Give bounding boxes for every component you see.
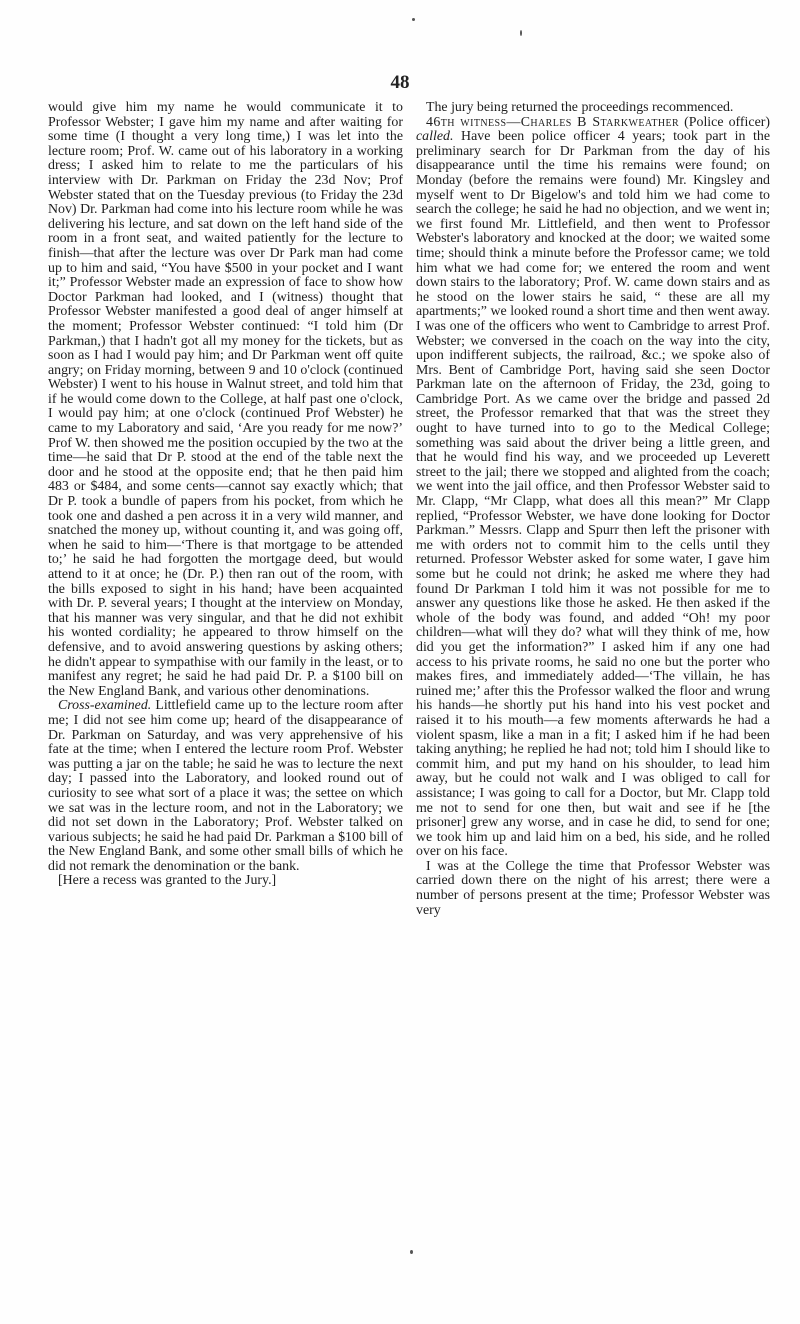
- cross-examination-text: Littlefield came up to the lecture room after me; I did not see him come up; heard of the disappearance of Dr. Parkman on Saturday, and was very apprehensive of his fate at the time; when I entered the lecture room Prof. Webster was putting a jar on the table; he said he was to lecture the next day; I passed into the Laboratory, and looked round out of curiosity to see what sort of a place it was; the settee on which we sat was in the lecture room, and not in the Laboratory; we did not set down in the Laboratory; Prof. Webster talked on various subjects; he said he had paid Dr. Parkman a $100 bill of the New England Bank, and some other small bills of which he did not remark the denomination or the bank.: [48, 698, 403, 874]
- jury-returned-note: The jury being returned the proceedings recommenced.: [426, 100, 734, 115]
- testimony-paragraph: I was at the College the time that Professor Webster was carried down there on the night of his arrest; there were a number of persons present at the time; Professor Webster was very: [416, 858, 770, 918]
- print-speck: [410, 1250, 413, 1254]
- recess-note: [Here a recess was granted to the Jury.]: [58, 873, 277, 889]
- witness-testimony-text: Have been police officer 4 years; took part in the preliminary search for Dr Parkman from the day of his disappearance until the time his remains were found; on Monday (before the remains were found) Mr. Kingsley and myself went to Dr Bigelow's and told him we had come to search the college; he said he had no objection, and we went in; we first found Mr. Littlefield, and then went to Professor Webster's laboratory and knocked at the door; we waited some time; should think a minute before the Professor came; we told him what we had come for; we entered the room and went down stairs to the laboratory; Prof. W. came down stairs and as he stood on the lower stairs he said, “ these are all my apartments;” we looked round a short time and then went away. I was one of the officers who went to Cambridge to arrest Prof. Webster; we conversed in the coach on the way into the city, upon indifferent subjects, the railroad, &c.; we spoke also of Mrs. Bent of Cambridge Port, having said she seen Doctor Parkman late on the afternoon of Friday, the 23d, going to Cambridge Port. As we came over the bridge and passed 2d street, the Professor remarked that that was the street they ought to have turned into to go to the Medical College; something was said about the driver being a little green, and that he would find his way, and we proceeded up Leverett street to the jail; there we stopped and alighted from the coach; we went into the jail office, and then Professor Webster said to Mr. Clapp, “Mr Clapp, what does all this mean?” Mr Clapp replied, “Professor Webster, we have done looking for Doctor Parkman.” Messrs. Clapp and Spurr then left the prisoner with me with orders not to commit him to the cells until they returned. Professor Webster asked for some water, I gave him some but he could not drink; he asked me where they had found Dr Parkman I told him it was not possible for me to answer any questions like those he asked. He then asked if the whole of the body was found, and added “Oh! my poor children—what will they do? what will they think of me, how did you get the information?” I asked him if any one had access to his private rooms, he said no one but the porter who makes fires, and immediately added—‘The villain, he has ruined me;’ after this the Professor walked the floor and wrung his hands—he shortly put his hand into his vest pocket and raised it to his mouth—a few moments afterwards he had a violent spasm, like a man in a fit; I asked him if he had been taking anything; he replied he had not; told him I should like to commit him, and put my hand on his shoulder, to lead him away, but he could not walk and I was obliged to call for assistance; I was going to call for a Doctor, but Mr. Clapp told me not to send for one then, but wait and see if he [the prisoner] grew any worse, and in case he did, to send for one; we took him up and laid him on a bed, his side, and he rolled over on his face.: [416, 129, 770, 860]
- witness-role: (Police officer): [684, 114, 770, 130]
- left-column: [48, 101, 403, 889]
- witness-called: called.: [416, 129, 454, 145]
- cross-examination-paragraph: [48, 699, 403, 874]
- cross-examined-heading: Cross-examined.: [58, 698, 152, 714]
- print-speck: [412, 18, 415, 21]
- right-column: [416, 101, 770, 918]
- witness-testimony: [416, 116, 770, 860]
- print-speck: [520, 30, 522, 36]
- testimony-paragraph: would give him my name he would communicate it to Professor Webster; I gave him my name and after waiting for some time (I thought a very long time,) I was let into the lecture room; Prof. W. came out of his laboratory in a working dress; I asked him to relate to me the particulars of his interview with Dr. Parkman on Friday the 23d Nov; Prof Webster stated that on the Tuesday previous (to Friday the 23d Nov) Dr. Parkman had come into his lecture room while he was delivering his lecture, and sat down on the left hand side of the room in a front seat, and waited patiently for the lecture to finish—that after the lecture was over Dr Park man had come up to him and said, “You have $500 in your pocket and I want it;” Professor Webster made an expression of face to show how Doctor Parkman had looked, and I (witness) thought that Professor Webster manifested a good deal of anger himself at the moment; Professor Webster continued: “I told him (Dr Parkman,) that I hadn't got all my money for the tickets, but as soon as I had I would pay him; and Dr Parkman went off quite angry; on Friday morning, between 9 and 10 o'clock (continued Webster) I went to his house in Walnut street, and told him that if he would come down to the College, at half past one o'clock, I would pay him; at one o'clock (continued Prof Webster) he came to my Laboratory and said, ‘Are you ready for me now?’ Prof W. then showed me the position occupied by the two at the time—he said that Dr P. stood at the end of the table next the door and he stood at the opposite end; that he then paid him 483 or $484, and some cents—cannot say exactly which; that Dr P. took a bundle of papers from his pocket, from which he took one and dashed a pen across it in a very wild manner, and snatched the money up, without counting it, and was going off, when he said to him—‘There is that mortgage to be attended to;’ he said he had forgotten the mortgage deed, but would attend to it at once; he (Dr. P.) then ran out of the room, with the bills exposed to sight in his hand; have been acquainted with Dr. P. several years; I thought at the interview on Monday, that his manner was very singular, and that he did not exhibit his wonted cordiality; he appeared to throw himself on the defensive, and to avoid answering questions by asking others; he didn't appear to sympathise with our family in the least, or to manifest any regret; he said he had paid Dr. P. a $100 bill on the New England Bank, and various other denominations.: [48, 100, 403, 699]
- witness-heading: 46th witness—Charles B Starkweather: [426, 114, 680, 130]
- page-number: 48: [390, 72, 410, 93]
